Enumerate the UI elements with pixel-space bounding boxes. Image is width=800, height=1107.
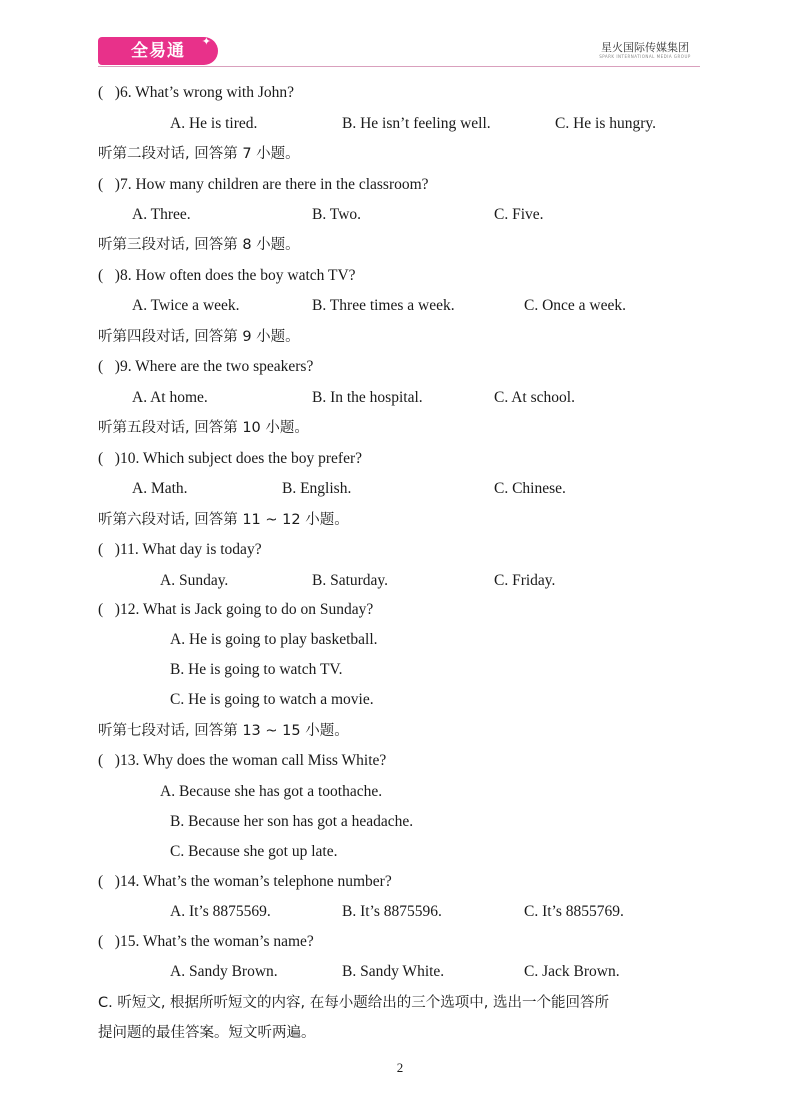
answer-option: C. Chinese. <box>494 480 566 497</box>
answer-option: B. In the hospital. <box>312 389 423 406</box>
answer-option: A. He is tired. <box>170 115 258 132</box>
publisher-name: 星火国际传媒集团 <box>601 41 689 54</box>
publisher-mark <box>590 41 700 60</box>
section-instruction: 提问题的最佳答案。短文听两遍。 <box>98 1025 316 1041</box>
answer-option: B. It’s 8875596. <box>342 903 442 920</box>
question-text: ( )15. What’s the woman’s name? <box>98 933 314 950</box>
question-text: ( )6. What’s wrong with John? <box>98 84 295 101</box>
answer-option: B. Because her son has got a headache. <box>170 813 414 830</box>
answer-option: A. Twice a week. <box>132 297 240 314</box>
question-text: ( )10. Which subject does the boy prefer? <box>98 450 362 467</box>
answer-option: A. At home. <box>132 389 208 406</box>
section-instruction: 听第七段对话, 回答第 13 ~ 15 小题。 <box>98 723 349 739</box>
section-instruction: C. 听短文, 根据所听短文的内容, 在每小题给出的三个选项中, 选出一个能回答所 <box>98 995 609 1011</box>
answer-option: C. Once a week. <box>524 297 626 314</box>
answer-option: B. English. <box>282 480 352 497</box>
answer-option: C. Jack Brown. <box>524 963 620 980</box>
answer-option: A. He is going to play basketball. <box>170 631 378 648</box>
sparkle-icon: ✦ <box>201 35 212 48</box>
header-divider <box>98 66 700 67</box>
question-text: ( )8. How often does the boy watch TV? <box>98 267 356 284</box>
section-instruction: 听第三段对话, 回答第 8 小题。 <box>98 237 300 253</box>
answer-option: A. Sunday. <box>160 572 229 589</box>
question-text: ( )13. Why does the woman call Miss White? <box>98 752 387 769</box>
answer-option: A. Because she has got a toothache. <box>160 783 383 800</box>
section-instruction: 听第五段对话, 回答第 10 小题。 <box>98 420 309 436</box>
logo-text: 全易通 <box>131 41 185 61</box>
answer-option: B. Saturday. <box>312 572 389 589</box>
answer-option: A. Math. <box>132 480 188 497</box>
answer-option: B. Sandy White. <box>342 963 445 980</box>
answer-option: C. At school. <box>494 389 575 406</box>
publisher-name-en: SPARK INTERNATIONAL MEDIA GROUP <box>599 54 691 59</box>
answer-option: B. He isn’t feeling well. <box>342 115 491 132</box>
answer-option: A. Three. <box>132 206 191 223</box>
section-instruction: 听第六段对话, 回答第 11 ~ 12 小题。 <box>98 512 349 528</box>
answer-option: C. Because she got up late. <box>170 843 338 860</box>
answer-option: B. Three times a week. <box>312 297 455 314</box>
answer-option: B. Two. <box>312 206 362 223</box>
question-text: ( )12. What is Jack going to do on Sunday? <box>98 601 374 618</box>
answer-option: C. He is going to watch a movie. <box>170 691 374 708</box>
answer-option: C. It’s 8855769. <box>524 903 624 920</box>
brand-logo <box>98 37 218 65</box>
question-text: ( )9. Where are the two speakers? <box>98 358 314 375</box>
answer-option: B. He is going to watch TV. <box>170 661 343 678</box>
answer-option: C. Friday. <box>494 572 556 589</box>
section-instruction: 听第四段对话, 回答第 9 小题。 <box>98 329 300 345</box>
section-instruction: 听第二段对话, 回答第 7 小题。 <box>98 146 300 162</box>
page-header <box>0 0 800 70</box>
answer-option: A. Sandy Brown. <box>170 963 278 980</box>
question-text: ( )14. What’s the woman’s telephone number? <box>98 873 392 890</box>
answer-option: C. He is hungry. <box>555 115 657 132</box>
answer-option: A. It’s 8875569. <box>170 903 271 920</box>
question-text: ( )7. How many children are there in the classroom? <box>98 176 429 193</box>
question-text: ( )11. What day is today? <box>98 541 262 558</box>
page-number: 2 <box>396 1060 404 1075</box>
answer-option: C. Five. <box>494 206 544 223</box>
